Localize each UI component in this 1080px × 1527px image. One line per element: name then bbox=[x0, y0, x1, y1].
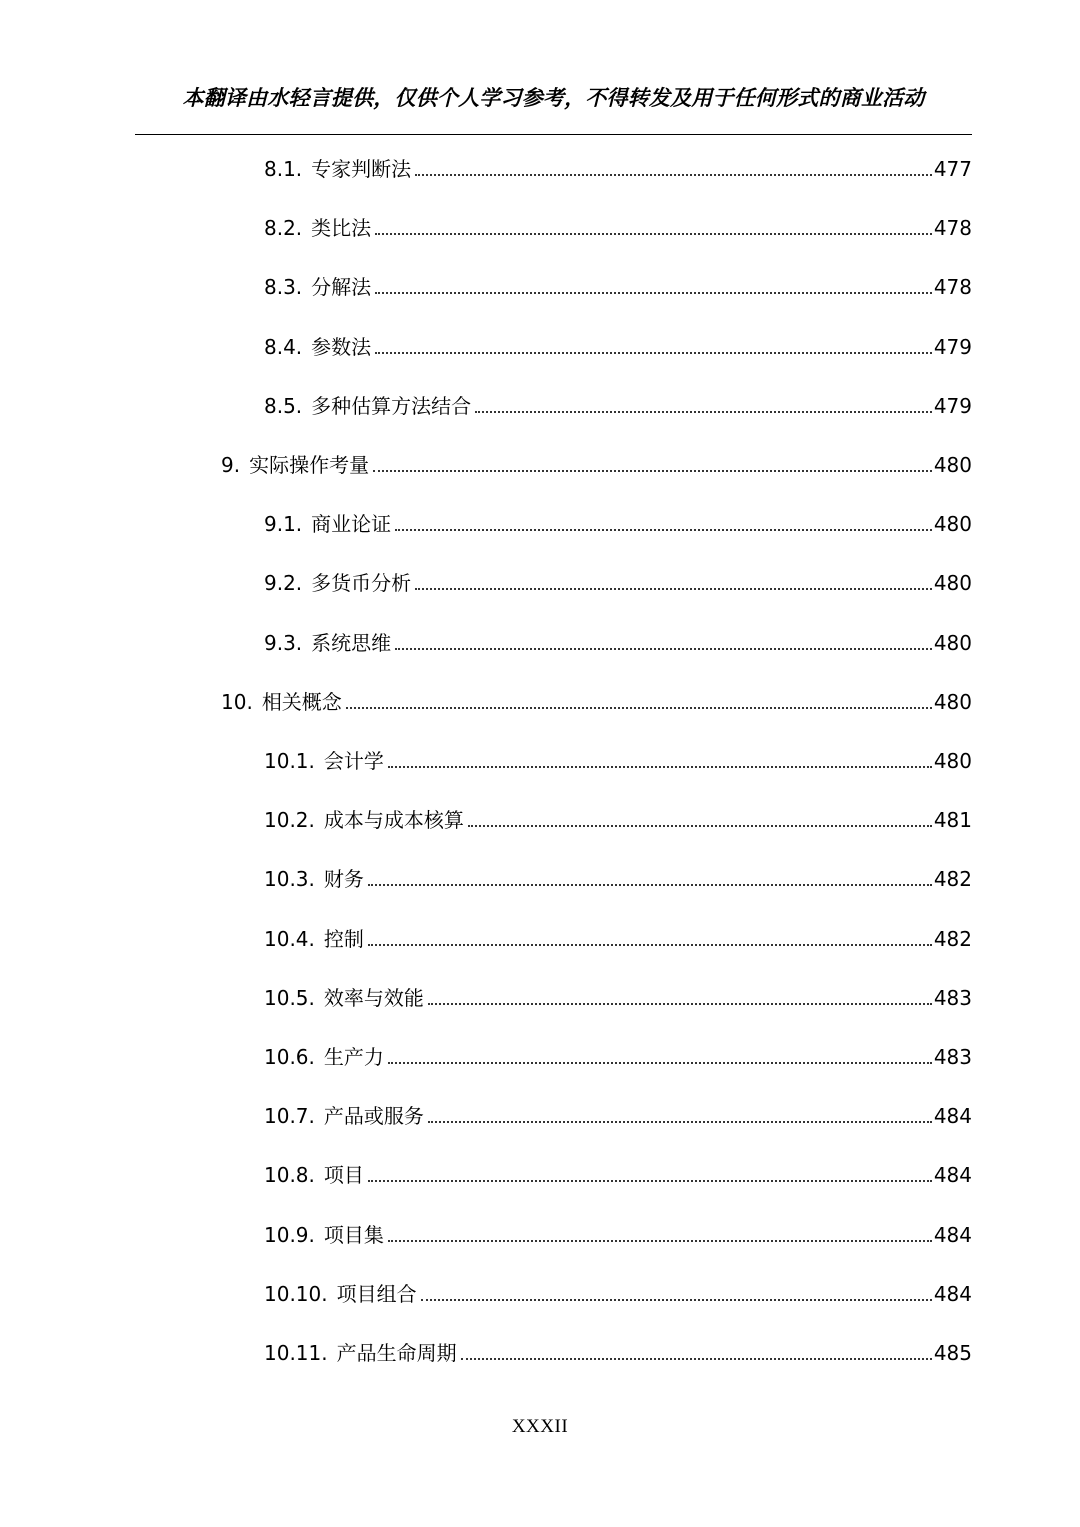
toc-entry-page: 483 bbox=[933, 985, 972, 1010]
toc-entry-page: 478 bbox=[933, 216, 972, 241]
toc-dot-leader bbox=[368, 884, 932, 886]
toc-entry-title: 财务 bbox=[323, 867, 364, 892]
toc-dot-leader bbox=[475, 411, 932, 413]
toc-entry-title: 会计学 bbox=[323, 749, 384, 773]
toc-entry[interactable] bbox=[264, 922, 972, 952]
toc-entry-number: 9.3. bbox=[264, 630, 303, 655]
toc-entry-title: 效率与效能 bbox=[323, 985, 424, 1010]
toc-dot-leader bbox=[368, 1180, 932, 1182]
toc-entry[interactable] bbox=[264, 330, 972, 360]
toc-entry-page: 480 bbox=[933, 453, 972, 477]
toc-dot-leader bbox=[461, 1358, 932, 1360]
toc-entry-title: 项目 bbox=[323, 1163, 364, 1188]
toc-entry-page: 484 bbox=[933, 1281, 972, 1306]
toc-entry-number: 8.2. bbox=[264, 216, 303, 241]
toc-dot-leader bbox=[428, 1003, 932, 1005]
toc-entry[interactable] bbox=[264, 803, 972, 833]
toc-entry-page: 479 bbox=[933, 393, 972, 418]
toc-entry-page: 482 bbox=[933, 926, 972, 951]
toc-entry-page: 482 bbox=[933, 867, 972, 892]
toc-dot-leader bbox=[395, 529, 932, 531]
toc-entry-title: 多种估算方法结合 bbox=[311, 393, 472, 418]
toc-entry-page: 479 bbox=[933, 334, 972, 359]
toc-entry-title: 产品或服务 bbox=[323, 1104, 424, 1129]
toc-entry-page: 485 bbox=[933, 1341, 972, 1365]
toc-entry-number: 10.8. bbox=[264, 1163, 315, 1188]
toc-entry-title: 控制 bbox=[323, 926, 364, 951]
toc-entry-number: 10.7. bbox=[264, 1104, 315, 1129]
toc-entry-number: 10.4. bbox=[264, 926, 315, 951]
toc-entry[interactable] bbox=[264, 1158, 972, 1188]
toc-entry[interactable] bbox=[264, 389, 972, 419]
toc-entry-page: 484 bbox=[933, 1104, 972, 1129]
toc-dot-leader bbox=[373, 470, 932, 472]
toc-dot-leader bbox=[375, 292, 932, 294]
toc-entry-title: 类比法 bbox=[311, 216, 372, 241]
toc-entry-page: 484 bbox=[933, 1222, 972, 1247]
toc-entry-page: 484 bbox=[933, 1163, 972, 1188]
toc-entry[interactable] bbox=[264, 270, 972, 300]
toc-entry-number: 10. bbox=[221, 689, 253, 714]
toc-entry-title: 产品生命周期 bbox=[336, 1341, 457, 1365]
toc-entry-title: 实际操作考量 bbox=[249, 453, 370, 477]
toc-entry-number: 10.5. bbox=[264, 985, 315, 1010]
toc-dot-leader bbox=[375, 233, 932, 235]
toc-entry-number: 8.3. bbox=[264, 275, 303, 300]
toc-entry-number: 10.3. bbox=[264, 867, 315, 892]
toc-dot-leader bbox=[415, 174, 932, 176]
toc-entry-page: 480 bbox=[933, 749, 972, 773]
toc-entry-number: 9.2. bbox=[264, 571, 303, 596]
toc-dot-leader bbox=[346, 707, 932, 709]
toc-dot-leader bbox=[415, 588, 932, 590]
toc-entry-number: 10.2. bbox=[264, 808, 315, 833]
toc-entry-number: 10.1. bbox=[264, 749, 315, 773]
page-number: XXXII bbox=[511, 1416, 569, 1437]
toc-dot-leader bbox=[468, 825, 932, 827]
toc-entry[interactable] bbox=[264, 1218, 972, 1248]
toc-entry-title: 生产力 bbox=[323, 1045, 384, 1069]
toc-entry-number: 10.10. bbox=[264, 1281, 328, 1306]
toc-dot-leader bbox=[375, 352, 932, 354]
toc-entry-title: 相关概念 bbox=[261, 689, 342, 714]
toc-entry[interactable] bbox=[264, 152, 972, 182]
toc-dot-leader bbox=[428, 1121, 932, 1123]
toc-entry[interactable] bbox=[264, 626, 972, 656]
toc-entry[interactable] bbox=[264, 507, 972, 537]
toc-entry-title: 项目集 bbox=[323, 1222, 384, 1247]
toc-entry-number: 10.11. bbox=[264, 1341, 328, 1365]
toc-entry[interactable] bbox=[264, 981, 972, 1011]
toc-entry-title: 分解法 bbox=[311, 275, 372, 300]
toc-entry[interactable] bbox=[264, 1099, 972, 1129]
toc-entry-page: 477 bbox=[933, 157, 972, 181]
toc-dot-leader bbox=[421, 1299, 932, 1301]
toc-entry-page: 480 bbox=[933, 571, 972, 596]
toc-entry-title: 商业论证 bbox=[311, 512, 392, 537]
toc-entry-number: 8.1. bbox=[264, 157, 303, 181]
toc-entry-number: 8.5. bbox=[264, 393, 303, 418]
toc-entry[interactable] bbox=[221, 685, 972, 715]
toc-entry[interactable] bbox=[264, 744, 972, 774]
toc-entry-title: 参数法 bbox=[311, 334, 372, 359]
toc-entry[interactable] bbox=[264, 1277, 972, 1307]
toc-entry[interactable] bbox=[264, 1336, 972, 1366]
toc-entry-title: 项目组合 bbox=[336, 1281, 417, 1306]
toc-entry[interactable] bbox=[221, 448, 972, 478]
toc-entry-number: 10.9. bbox=[264, 1222, 315, 1247]
toc-entry-number: 9. bbox=[221, 453, 241, 477]
toc-entry-title: 成本与成本核算 bbox=[323, 808, 464, 833]
toc-dot-leader bbox=[388, 1240, 932, 1242]
toc-entry-page: 480 bbox=[933, 689, 972, 714]
toc-entry-number: 8.4. bbox=[264, 334, 303, 359]
toc-entry[interactable] bbox=[264, 566, 972, 596]
toc-entry-page: 480 bbox=[933, 512, 972, 537]
toc-entry-number: 9.1. bbox=[264, 512, 303, 537]
toc-entry-page: 478 bbox=[933, 275, 972, 300]
toc-entry[interactable] bbox=[264, 1040, 972, 1070]
toc-entry-page: 481 bbox=[933, 808, 972, 833]
page-header-notice: 本翻译由水轻言提供，仅供个人学习参考，不得转发及用于任何形式的商业活动 bbox=[182, 86, 925, 110]
toc-entry-title: 专家判断法 bbox=[311, 157, 412, 181]
toc-dot-leader bbox=[388, 766, 932, 768]
toc-entry[interactable] bbox=[264, 862, 972, 892]
toc-entry[interactable] bbox=[264, 211, 972, 241]
toc-dot-leader bbox=[388, 1062, 932, 1064]
toc-entry-page: 480 bbox=[933, 630, 972, 655]
toc-dot-leader bbox=[368, 944, 932, 946]
toc-dot-leader bbox=[395, 648, 932, 650]
toc-entry-title: 系统思维 bbox=[311, 630, 392, 655]
toc-entry-number: 10.6. bbox=[264, 1045, 315, 1069]
header-divider bbox=[135, 134, 972, 135]
toc-entry-page: 483 bbox=[933, 1045, 972, 1069]
toc-entry-title: 多货币分析 bbox=[311, 571, 412, 596]
